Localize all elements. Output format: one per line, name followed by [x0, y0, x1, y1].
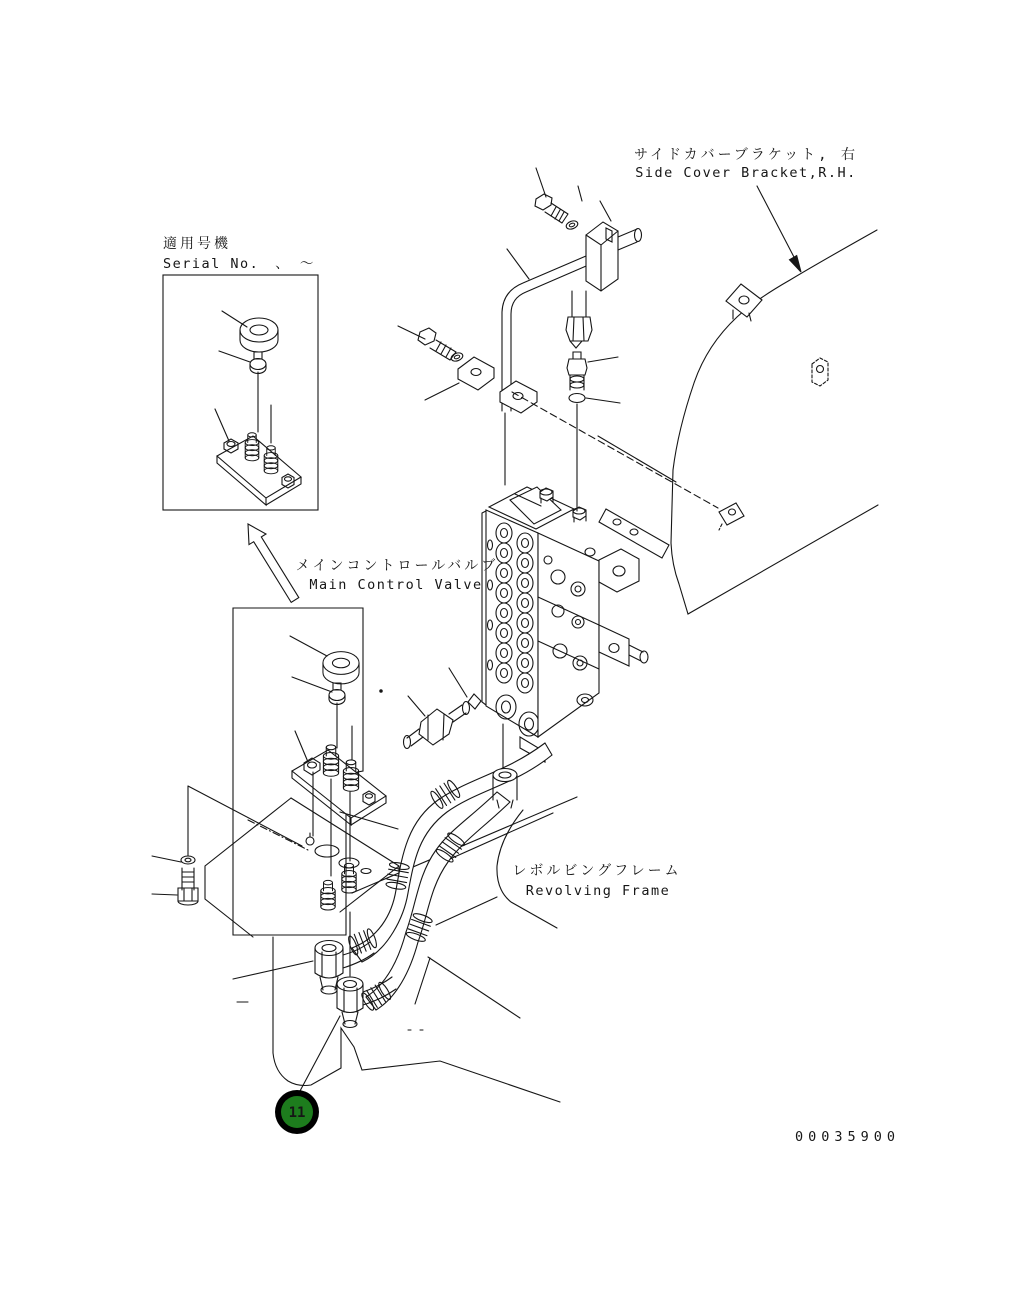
hose-fitting-stack — [566, 291, 620, 403]
label-serial — [163, 235, 315, 272]
tee-fitting — [380, 668, 481, 749]
hydraulic-tank — [205, 798, 399, 937]
top-elbow-fitting — [586, 222, 642, 291]
clamp-bolt-top — [535, 194, 579, 231]
clamp-bolt-left — [418, 328, 464, 363]
pipe-clamp-lower — [500, 381, 537, 413]
serial-label-jp: 適用号機 — [163, 236, 231, 252]
mounting-bar — [599, 509, 669, 558]
mcv-label-jp: メインコントロールバルブ — [295, 558, 499, 574]
frame-label-jp: レボルビングフレーム — [512, 863, 682, 879]
cover-hole-detail — [812, 358, 828, 386]
side-cover-label-en: Side Cover Bracket,R.H. — [635, 165, 857, 181]
mcv-label-en: Main Control Valve — [309, 577, 483, 593]
valve-plate-detail — [217, 433, 301, 505]
serial-detail-box — [163, 275, 318, 510]
pointer-arrow — [757, 186, 801, 272]
cover-clip — [719, 503, 744, 530]
callout-number: 11 — [288, 1105, 306, 1121]
pipe-clamp-mid — [458, 357, 494, 390]
cover-tab — [726, 284, 762, 321]
drawing-number: 00035900 — [795, 1129, 901, 1145]
label-main-control-valve — [296, 558, 498, 593]
serial-label-en: Serial No. 、 ～ — [163, 256, 315, 272]
frame-label-en: Revolving Frame — [525, 883, 671, 899]
label-revolving-frame — [512, 863, 681, 899]
label-side-cover — [634, 147, 858, 181]
part-callout-11[interactable] — [275, 1016, 340, 1134]
detail-arrow — [248, 524, 299, 602]
mount-bolt-left — [152, 786, 302, 905]
side-cover-label-jp: サイドカバーブラケット, 右 — [633, 147, 859, 163]
